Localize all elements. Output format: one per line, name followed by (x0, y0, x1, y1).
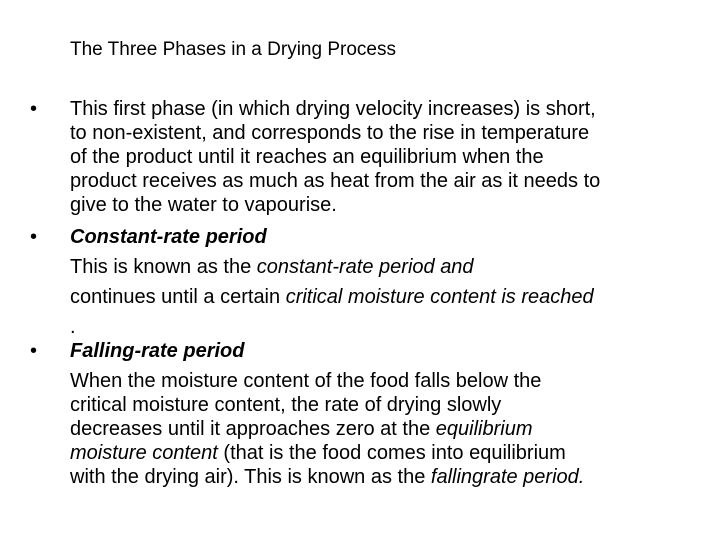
phase-3-heading: Falling-rate period (70, 340, 245, 362)
phase-1-line: give to the water to vapourise. (70, 194, 337, 216)
phase-3-line-1: When the moisture content of the food falls below the (70, 370, 542, 392)
phase-2-line-2b: critical moisture content is reached (285, 286, 594, 308)
phase-3-line-3 (70, 417, 690, 441)
phase-3-line-3a: decreases until it approaches zero at the (70, 418, 436, 440)
phase-2-line-1a: This is known as the (70, 256, 257, 278)
phase-3-line-5 (70, 465, 690, 489)
phase-2-heading: Constant-rate period (70, 226, 267, 248)
phase-2-line-1 (70, 255, 690, 279)
phase-3-line-4a: moisture content (70, 442, 218, 464)
phase-3-line-3b: equilibrium (435, 418, 533, 440)
phase-3-line-4b: (that is the food comes into equilibrium (217, 442, 566, 464)
phase-1-line: product receives as much as heat from the air as it needs to (70, 170, 601, 192)
phase-1-text (70, 97, 690, 217)
phase-2-line-3: . (70, 316, 76, 338)
phase-3-line-2: critical moisture content, the rate of drying slowly (70, 394, 502, 416)
phase-1-line: of the product until it reaches an equilibrium when the (70, 146, 544, 168)
phase-2-line-2 (70, 285, 690, 309)
phase-2-line-2a: continues until a certain (70, 286, 286, 308)
bullet-dot: • (30, 340, 38, 362)
phase-1-line: This first phase (in which drying velocity increases) is short, (70, 98, 596, 120)
slide-title: The Three Phases in a Drying Process (70, 39, 396, 60)
phase-3-line-5b: fallingrate period. (430, 466, 585, 488)
phase-3-line-4 (70, 441, 690, 465)
phase-3-description (70, 369, 690, 489)
phase-2-heading-wrap (70, 225, 690, 249)
phase-3-line-5a: with the drying air). This is known as the (70, 466, 431, 488)
bullet-dot: • (30, 98, 38, 120)
phase-2-line-1b: constant-rate period and (256, 256, 474, 278)
phase-3-heading-wrap (70, 339, 690, 363)
bullet-dot: • (30, 226, 38, 248)
phase-1-line: to non-existent, and corresponds to the rise in temperature (70, 122, 590, 144)
phase-2-description (70, 255, 690, 339)
